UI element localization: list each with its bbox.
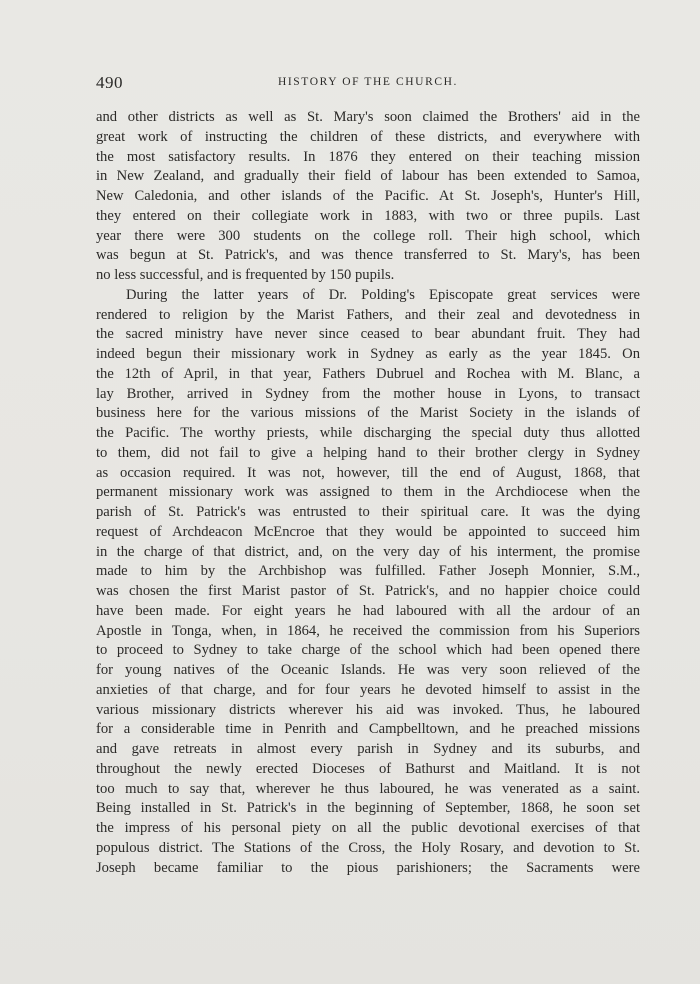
text-line: the most satisfactory results. In 1876 they entered on their teaching mission [96, 148, 640, 165]
text-line: in the charge of that district, and, on the very day of his interment, the promise [96, 543, 640, 560]
text-line: throughout the newly erected Dioceses of Bathurst and Maitland. It is not [96, 760, 640, 777]
text-line: year there were 300 students on the college roll. Their high school, which [96, 227, 640, 244]
text-line: permanent missionary work was assigned to them in the Archdiocese when the [96, 484, 640, 501]
text-line: great work of instructing the children of these districts, and everywhere with [96, 128, 640, 145]
text-line: in New Zealand, and gradually their field of labour has been extended to Samoa, [96, 168, 640, 185]
text-line: to them, did not fail to give a helping hand to their brother clergy in Sydney [96, 444, 640, 461]
text-line: rendered to religion by the Marist Fathers, and their zeal and devotedness in [96, 306, 640, 323]
text-line: the 12th of April, in that year, Fathers Dubruel and Rochea with M. Blanc, a [96, 365, 640, 382]
text-line: for a considerable time in Penrith and Campbelltown, and he preached missions [96, 721, 640, 738]
running-title: HISTORY OF THE CHURCH. [277, 76, 459, 88]
text-line: business here for the various missions of the Marist Society in the islands of [96, 405, 640, 422]
text-line: the sacred ministry have never since ceased to bear abundant fruit. They had [96, 326, 640, 343]
text-line: During the latter years of Dr. Polding's Episcopate great services were [126, 286, 640, 303]
text-line: request of Archdeacon McEncroe that they would be appointed to succeed him [96, 523, 640, 540]
text-line: and gave retreats in almost every parish in Sydney and its suburbs, and [96, 741, 640, 757]
text-line: lay Brother, arrived in Sydney from the mother house in Lyons, to transact [96, 385, 640, 402]
text-line: Joseph became familiar to the pious parishioners; the Sacraments were [96, 859, 640, 876]
text-line: the Pacific. The worthy priests, while discharging the special duty thus allotted [96, 425, 640, 441]
text-line: no less successful, and is frequented by 150 pupils. [96, 267, 395, 283]
text-line: as occasion required. It was not, however, till the end of August, 1868, that [96, 464, 640, 481]
text-line: and other districts as well as St. Mary's soon claimed the Brothers' aid in the [96, 109, 640, 125]
text-line: New Caledonia, and other islands of the Pacific. At St. Joseph's, Hunter's Hill, [96, 188, 640, 204]
body-text [96, 108, 640, 878]
text-line: populous district. The Stations of the Cross, the Holy Rosary, and devotion to St. [96, 839, 640, 856]
text-line: was chosen the first Marist pastor of St. Patrick's, and no happier choice could [96, 583, 640, 599]
text-line: Apostle in Tonga, when, in 1864, he received the commission from his Superiors [96, 622, 640, 639]
text-line: have been made. For eight years he had laboured with all the ardour of an [96, 602, 640, 619]
page-number: 490 [96, 73, 123, 92]
text-line: various missionary districts wherever his aid was invoked. Thus, he laboured [96, 701, 640, 718]
text-line: Being installed in St. Patrick's in the beginning of September, 1868, he soon set [96, 800, 640, 817]
text-line: indeed begun their missionary work in Sydney as early as the year 1845. On [96, 346, 640, 362]
text-line: they entered on their collegiate work in 1883, with two or three pupils. Last [96, 207, 640, 224]
text-line: for young natives of the Oceanic Islands. He was very soon relieved of the [96, 662, 640, 678]
text-line: parish of St. Patrick's was entrusted to their spiritual care. It was the dying [96, 504, 640, 520]
text-line: to proceed to Sydney to take charge of the school which had been opened there [96, 642, 640, 659]
text-line: made to him by the Archbishop was fulfilled. Father Joseph Monnier, S.M., [96, 563, 640, 580]
text-line: too much to say that, wherever he thus laboured, he was venerated as a saint. [96, 780, 640, 797]
text-line: anxieties of that charge, and for four years he devoted himself to assist in the [96, 681, 640, 698]
text-line: was begun at St. Patrick's, and was thence transferred to St. Mary's, has been [96, 247, 640, 264]
text-line: the impress of his personal piety on all the public devotional exercises of that [96, 820, 640, 836]
running-head [96, 73, 640, 95]
